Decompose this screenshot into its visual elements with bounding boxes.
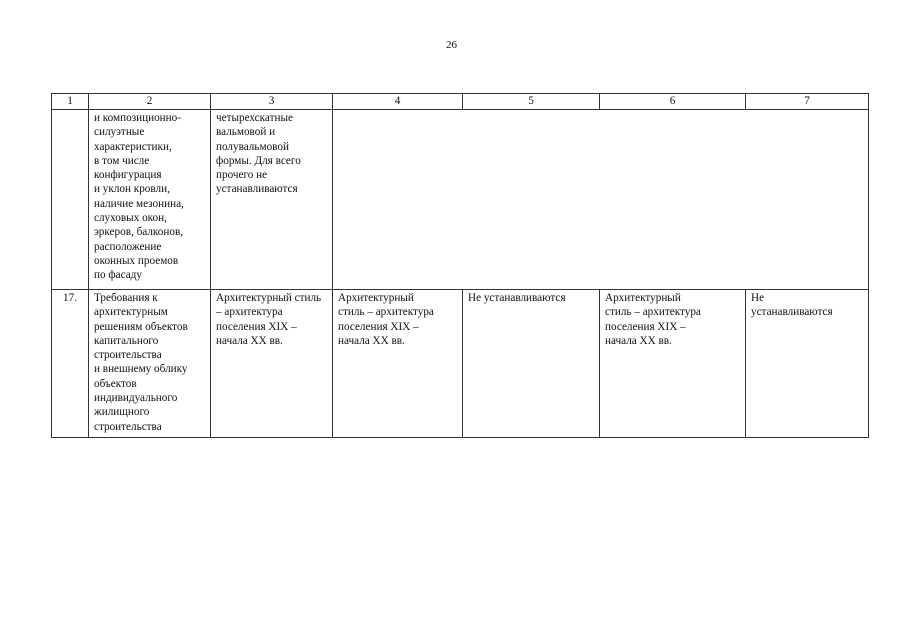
row-number-cell [52, 110, 89, 290]
requirement-name-cell: Требования к архитектурным решениям объектов капитального строительства и внешнему облику объектов индивидуального жилищного строительства [89, 290, 211, 438]
column-header: 5 [463, 94, 600, 110]
merged-empty-cell [333, 110, 869, 290]
requirement-name-cell: и композиционно- силуэтные характеристики, в том числе конфигурация и уклон кровли, наличие мезонина, слуховых окон, эркеров, балконов, расположение оконных проемов по фасаду [89, 110, 211, 290]
zone-value-cell: Архитектурный стиль – архитектура поселения XIX – начала XX вв. [333, 290, 463, 438]
table-row [52, 290, 869, 438]
column-header: 4 [333, 94, 463, 110]
page-number: 26 [446, 39, 457, 51]
zone-value-cell: Не устанавливаются [746, 290, 869, 438]
row-number-cell: 17. [52, 290, 89, 438]
table-row [52, 110, 869, 290]
zone-value-cell: Архитектурный стиль – архитектура поселения XIX – начала XX вв. [600, 290, 746, 438]
table-header-row [52, 94, 869, 110]
column-header: 2 [89, 94, 211, 110]
zone-value-cell: Архитектурный стиль – архитектура поселения XIX – начала XX вв. [211, 290, 333, 438]
column-header: 1 [52, 94, 89, 110]
column-header: 7 [746, 94, 869, 110]
zone-value-cell: Не устанавливаются [463, 290, 600, 438]
zone-value-cell: четырехскатные вальмовой и полувальмовой формы. Для всего прочего не устанавливаются [211, 110, 333, 290]
requirements-table [51, 93, 869, 438]
column-header: 6 [600, 94, 746, 110]
column-header: 3 [211, 94, 333, 110]
